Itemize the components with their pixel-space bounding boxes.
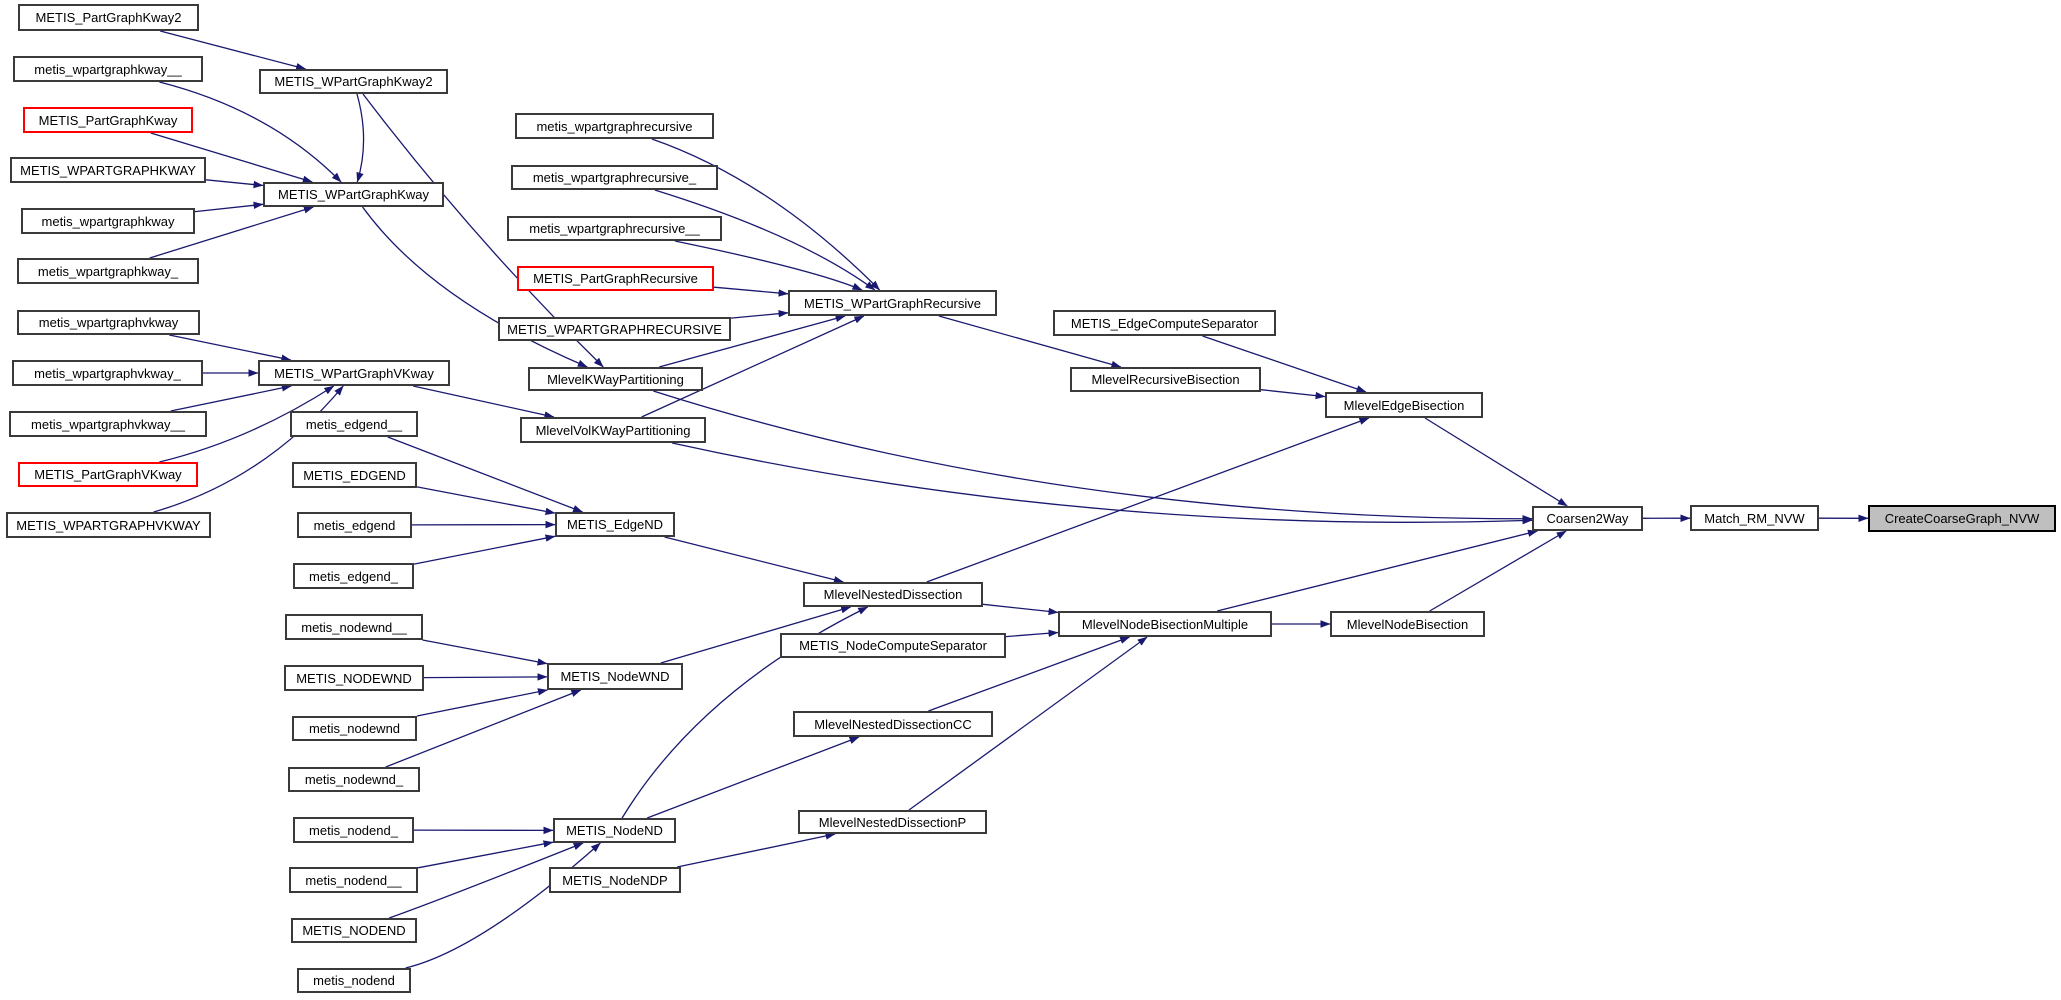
graph-node-METIS_NODEND[interactable] bbox=[291, 918, 417, 943]
graph-node-label: METIS_PartGraphRecursive bbox=[533, 271, 698, 286]
graph-node-label: metis_wpartgraphvkway__ bbox=[31, 416, 185, 432]
graph-node-label: METIS_PartGraphKway bbox=[38, 112, 178, 128]
call-edge-metis_nodewnd__-to-METIS_NodeWND bbox=[423, 640, 548, 664]
graph-node-metis_wpartgraphvkway[interactable] bbox=[17, 310, 200, 335]
graph-node-METIS_WPartGraphKway2[interactable] bbox=[259, 69, 448, 94]
graph-node-label: metis_wpartgraphvkway_ bbox=[34, 365, 181, 381]
graph-node-label: metis_wpartgraphrecursive bbox=[536, 118, 693, 134]
call-edge-MlevelNodeBisectionMultiple-to-Coarsen2Way bbox=[1217, 531, 1537, 611]
graph-node-label: Match_RM_NVW bbox=[1704, 510, 1805, 526]
graph-node-metis_wpartgraphvkway__[interactable] bbox=[9, 411, 207, 437]
graph-node-label: metis_edgend_ bbox=[309, 568, 398, 584]
call-edge-MlevelRecursiveBisection-to-MlevelEdgeBisection bbox=[1261, 390, 1325, 397]
graph-node-label: METIS_WPARTGRAPHRECURSIVE bbox=[507, 321, 722, 337]
graph-node-label: METIS_NodeND bbox=[566, 823, 663, 838]
graph-node-Match_RM_NVW[interactable] bbox=[1690, 505, 1819, 531]
graph-node-METIS_WPARTGRAPHRECURSIVE[interactable] bbox=[498, 317, 731, 341]
call-edge-metis_edgend__-to-METIS_EdgeND bbox=[388, 437, 583, 512]
call-edge-METIS_WPARTGRAPHKWAY-to-METIS_WPartGraphKway bbox=[206, 180, 263, 186]
call-edge-METIS_EDGEND-to-METIS_EdgeND bbox=[417, 487, 555, 513]
call-edge-MlevelNodeBisection-to-Coarsen2Way bbox=[1430, 531, 1567, 611]
graph-node-label: METIS_WPARTGRAPHVKWAY bbox=[16, 517, 201, 533]
graph-node-label: metis_nodewnd bbox=[308, 721, 401, 736]
graph-node-METIS_PartGraphKway2[interactable] bbox=[18, 4, 199, 31]
graph-node-label: METIS_EdgeComputeSeparator bbox=[1070, 315, 1259, 331]
graph-node-MlevelEdgeBisection[interactable] bbox=[1325, 392, 1483, 418]
graph-node-label: metis_wpartgraphkway__ bbox=[34, 61, 182, 77]
graph-node-label: METIS_WPARTGRAPHKWAY bbox=[20, 162, 196, 178]
call-edge-metis_wpartgraphvkway__-to-METIS_WPartGraphVKway bbox=[171, 386, 292, 411]
graph-node-MlevelKWayPartitioning[interactable] bbox=[528, 367, 703, 391]
graph-node-metis_nodend_[interactable] bbox=[293, 817, 414, 843]
call-edge-METIS_WPARTGRAPHRECURSIVE-to-METIS_WPartGraphRecursive bbox=[731, 313, 788, 318]
graph-node-METIS_WPartGraphKway[interactable] bbox=[263, 182, 444, 207]
graph-node-label: MlevelNodeBisectionMultiple bbox=[1081, 616, 1249, 632]
graph-node-label: metis_nodend bbox=[313, 973, 395, 988]
call-edge-MlevelNestedDissection-to-MlevelNodeBisectionMultiple bbox=[983, 604, 1058, 612]
call-edge-METIS_WPartGraphKway2-to-METIS_WPartGraphKway bbox=[357, 94, 364, 182]
graph-node-label: METIS_NODEND bbox=[302, 923, 406, 938]
graph-node-metis_nodewnd__[interactable] bbox=[285, 614, 423, 640]
graph-node-Coarsen2Way[interactable] bbox=[1532, 506, 1643, 531]
graph-node-label: CreateCoarseGraph_NVW bbox=[1884, 511, 2040, 526]
graph-node-METIS_NodeWND[interactable] bbox=[547, 663, 683, 690]
graph-node-metis_wpartgraphrecursive[interactable] bbox=[515, 113, 714, 139]
graph-node-metis_wpartgraphvkway_[interactable] bbox=[12, 360, 203, 386]
graph-node-METIS_NODEWND[interactable] bbox=[284, 665, 424, 691]
call-edge-metis_nodend__-to-METIS_NodeND bbox=[418, 842, 553, 868]
graph-node-label: metis_edgend__ bbox=[305, 416, 403, 432]
call-edge-MlevelEdgeBisection-to-Coarsen2Way bbox=[1425, 418, 1567, 506]
call-edge-METIS_NODEWND-to-METIS_NodeWND bbox=[424, 677, 547, 678]
graph-node-label: METIS_WPartGraphKway2 bbox=[274, 74, 433, 89]
graph-node-METIS_NodeNDP[interactable] bbox=[549, 867, 681, 893]
graph-node-label: metis_nodend_ bbox=[309, 822, 398, 838]
graph-node-metis_nodend__[interactable] bbox=[289, 867, 418, 893]
graph-node-label: METIS_PartGraphVKway bbox=[34, 467, 182, 482]
graph-node-label: metis_wpartgraphrecursive_ bbox=[532, 170, 697, 185]
graph-node-label: METIS_NodeNDP bbox=[562, 872, 668, 888]
graph-node-label: METIS_NodeWND bbox=[560, 669, 670, 684]
graph-node-label: MlevelRecursiveBisection bbox=[1091, 372, 1240, 387]
graph-node-MlevelNestedDissectionCC[interactable] bbox=[793, 711, 993, 737]
graph-node-METIS_EdgeND[interactable] bbox=[555, 512, 675, 537]
graph-node-MlevelNodeBisectionMultiple[interactable] bbox=[1058, 611, 1272, 637]
graph-node-label: METIS_EDGEND bbox=[303, 467, 406, 483]
graph-node-label: MlevelNestedDissection bbox=[823, 587, 963, 602]
graph-node-MlevelVolKWayPartitioning[interactable] bbox=[520, 417, 706, 443]
graph-node-label: metis_nodend__ bbox=[305, 872, 402, 888]
call-edge-metis_nodend-to-METIS_NodeND bbox=[406, 843, 601, 968]
graph-node-label: metis_nodewnd_ bbox=[304, 772, 404, 787]
graph-node-CreateCoarseGraph_NVW bbox=[1868, 505, 2056, 532]
call-edge-metis_wpartgraphkway-to-METIS_WPartGraphKway bbox=[195, 204, 263, 211]
graph-node-label: MlevelNestedDissectionCC bbox=[814, 716, 972, 732]
graph-node-METIS_NodeComputeSeparator[interactable] bbox=[780, 633, 1006, 658]
call-edge-metis_edgend_-to-METIS_EdgeND bbox=[414, 536, 555, 564]
graph-node-metis_wpartgraphrecursive__[interactable] bbox=[507, 216, 722, 241]
graph-node-label: METIS_WPartGraphVKway bbox=[274, 365, 434, 381]
graph-node-metis_nodewnd_[interactable] bbox=[288, 767, 420, 792]
graph-node-label: metis_edgend bbox=[313, 517, 396, 533]
graph-node-metis_nodewnd[interactable] bbox=[292, 716, 417, 741]
graph-node-metis_edgend__[interactable] bbox=[290, 411, 418, 437]
graph-node-label: METIS_WPartGraphRecursive bbox=[804, 295, 981, 311]
call-edge-METIS_EdgeND-to-MlevelNestedDissection bbox=[665, 537, 844, 582]
graph-node-label: MlevelNestedDissectionP bbox=[818, 814, 967, 830]
graph-node-label: metis_wpartgraphvkway bbox=[38, 315, 179, 330]
call-edge-METIS_NodeComputeSeparator-to-MlevelNodeBisectionMultiple bbox=[1006, 633, 1058, 637]
graph-node-METIS_EdgeComputeSeparator[interactable] bbox=[1053, 310, 1276, 336]
call-edge-METIS_WPARTGRAPHVKWAY-to-METIS_WPartGraphVKway bbox=[154, 386, 344, 512]
graph-node-MlevelNestedDissection[interactable] bbox=[803, 582, 983, 607]
graph-node-METIS_NodeND[interactable] bbox=[553, 818, 676, 843]
graph-node-label: MlevelVolKWayPartitioning bbox=[535, 422, 691, 438]
graph-node-METIS_WPARTGRAPHKWAY[interactable] bbox=[10, 157, 206, 183]
call-edge-MlevelVolKWayPartitioning-to-Coarsen2Way bbox=[672, 443, 1532, 522]
graph-node-label: metis_wpartgraphkway bbox=[41, 213, 175, 229]
graph-node-METIS_WPartGraphVKway[interactable] bbox=[258, 360, 450, 386]
call-edge-METIS_NodeNDP-to-MlevelNestedDissectionP bbox=[677, 834, 835, 867]
graph-node-MlevelNodeBisection[interactable] bbox=[1330, 611, 1485, 637]
graph-node-metis_wpartgraphkway__[interactable] bbox=[13, 56, 203, 82]
graph-node-METIS_WPartGraphRecursive[interactable] bbox=[788, 290, 997, 316]
graph-node-label: METIS_WPartGraphKway bbox=[278, 187, 429, 202]
graph-node-label: MlevelKWayPartitioning bbox=[547, 371, 684, 387]
graph-node-metis_wpartgraphkway_[interactable] bbox=[17, 258, 199, 284]
graph-node-label: metis_wpartgraphrecursive__ bbox=[529, 221, 700, 236]
graph-node-metis_edgend_[interactable] bbox=[293, 563, 414, 589]
graph-node-MlevelNestedDissectionP[interactable] bbox=[798, 810, 987, 834]
graph-node-label: metis_nodewnd__ bbox=[301, 619, 407, 635]
call-edge-metis_nodewnd-to-METIS_NodeWND bbox=[417, 690, 547, 716]
call-edge-metis_wpartgraphvkway-to-METIS_WPartGraphVKway bbox=[169, 335, 290, 360]
graph-node-METIS_PartGraphVKway[interactable] bbox=[18, 462, 198, 487]
call-edge-METIS_PartGraphRecursive-to-METIS_WPartGraphRecursive bbox=[714, 287, 788, 294]
graph-node-label: metis_wpartgraphkway_ bbox=[37, 263, 179, 279]
graph-node-metis_nodend[interactable] bbox=[297, 968, 411, 993]
graph-node-METIS_PartGraphRecursive[interactable] bbox=[517, 266, 714, 291]
graph-node-METIS_EDGEND[interactable] bbox=[292, 462, 417, 488]
graph-node-metis_wpartgraphrecursive_[interactable] bbox=[511, 165, 718, 190]
call-edge-METIS_NodeND-to-MlevelNestedDissectionCC bbox=[647, 737, 859, 818]
graph-node-label: MlevelEdgeBisection bbox=[1343, 397, 1465, 413]
graph-node-metis_wpartgraphkway[interactable] bbox=[21, 208, 195, 234]
graph-node-label: METIS_EdgeND bbox=[566, 517, 664, 532]
graph-node-label: Coarsen2Way bbox=[1546, 511, 1629, 526]
call-edge-MlevelNestedDissection-to-MlevelEdgeBisection bbox=[927, 418, 1369, 582]
graph-node-METIS_WPARTGRAPHVKWAY[interactable] bbox=[6, 512, 211, 538]
graph-node-METIS_PartGraphKway[interactable] bbox=[23, 107, 193, 133]
graph-node-label: METIS_NodeComputeSeparator bbox=[799, 638, 987, 653]
graph-node-label: MlevelNodeBisection bbox=[1346, 616, 1469, 632]
graph-node-label: METIS_PartGraphKway2 bbox=[35, 10, 182, 25]
graph-node-metis_edgend[interactable] bbox=[297, 512, 412, 538]
graph-node-MlevelRecursiveBisection[interactable] bbox=[1070, 367, 1261, 392]
graph-node-label: METIS_NODEWND bbox=[296, 670, 412, 686]
